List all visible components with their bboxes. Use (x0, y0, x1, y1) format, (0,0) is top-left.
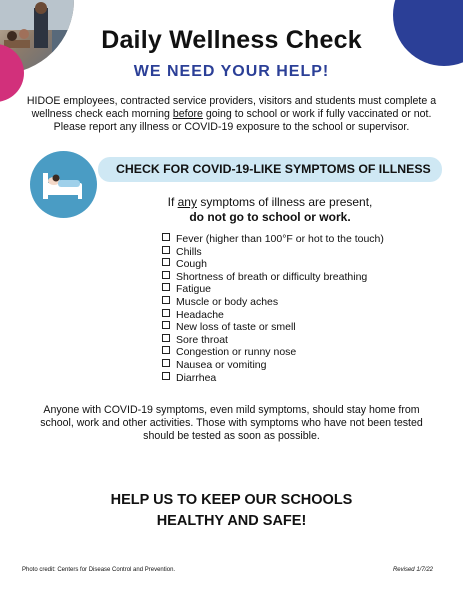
intro-underlined-word: before (172, 108, 203, 120)
symptom-item: Chills (162, 246, 384, 259)
symptoms-banner: CHECK FOR COVID-19-LIKE SYMPTOMS OF ILLNESS (98, 157, 442, 182)
revision-date: Revised 1/7/22 (392, 567, 433, 573)
instruction-text: If any symptoms of illness are present, do not go to school or work. (120, 195, 420, 225)
checkbox-icon[interactable] (162, 321, 170, 329)
checkbox-icon[interactable] (162, 359, 170, 367)
symptom-item: Cough (162, 258, 384, 271)
symptom-item: Nausea or vomiting (162, 359, 384, 372)
symptom-checklist (162, 233, 384, 384)
checkbox-icon[interactable] (162, 309, 170, 317)
checkbox-icon[interactable] (162, 233, 170, 241)
sick-in-bed-icon (30, 151, 97, 218)
checkbox-icon[interactable] (162, 258, 170, 266)
closing-line-2: HEALTHY AND SAFE! (156, 513, 307, 529)
page-subtitle: WE NEED YOUR HELP! (133, 63, 330, 80)
symptom-item: Fever (higher than 100°F or hot to the touch) (162, 233, 384, 246)
closing-line-1: HELP US TO KEEP OUR SCHOOLS (110, 492, 353, 508)
checkbox-icon[interactable] (162, 246, 170, 254)
symptom-item: New loss of taste or smell (162, 321, 384, 334)
symptom-item: Shortness of breath or difficulty breathing (162, 271, 384, 284)
symptom-item: Muscle or body aches (162, 296, 384, 309)
closing-message (0, 490, 463, 532)
advice-paragraph: Anyone with COVID-19 symptoms, even mild symptoms, should stay home from school, work and other activities. Those with symptoms who have not been tested should be tested as soon as possible. (40, 404, 423, 442)
symptom-item: Congestion or runny nose (162, 346, 384, 359)
intro-paragraph: HIDOE employees, contracted service providers, visitors and students must complete a wellness check each morning before going to school or work if fully vaccinated or not. Please report any illness or COVID-19 exposure to the school or supervisor. (26, 95, 437, 133)
symptom-item: Headache (162, 309, 384, 322)
checkbox-icon[interactable] (162, 334, 170, 342)
symptom-item: Sore throat (162, 334, 384, 347)
checkbox-icon[interactable] (162, 283, 170, 291)
instruction-bold-line: do not go to school or work. (189, 210, 351, 224)
symptom-item: Fatigue (162, 283, 384, 296)
photo-credit: Photo credit: Centers for Disease Control and Prevention. (22, 567, 176, 573)
checkbox-icon[interactable] (162, 372, 170, 380)
checkbox-icon[interactable] (162, 346, 170, 354)
page-title: Daily Wellness Check (101, 26, 362, 54)
symptom-item: Diarrhea (162, 372, 384, 385)
checkbox-icon[interactable] (162, 296, 170, 304)
checkbox-icon[interactable] (162, 271, 170, 279)
